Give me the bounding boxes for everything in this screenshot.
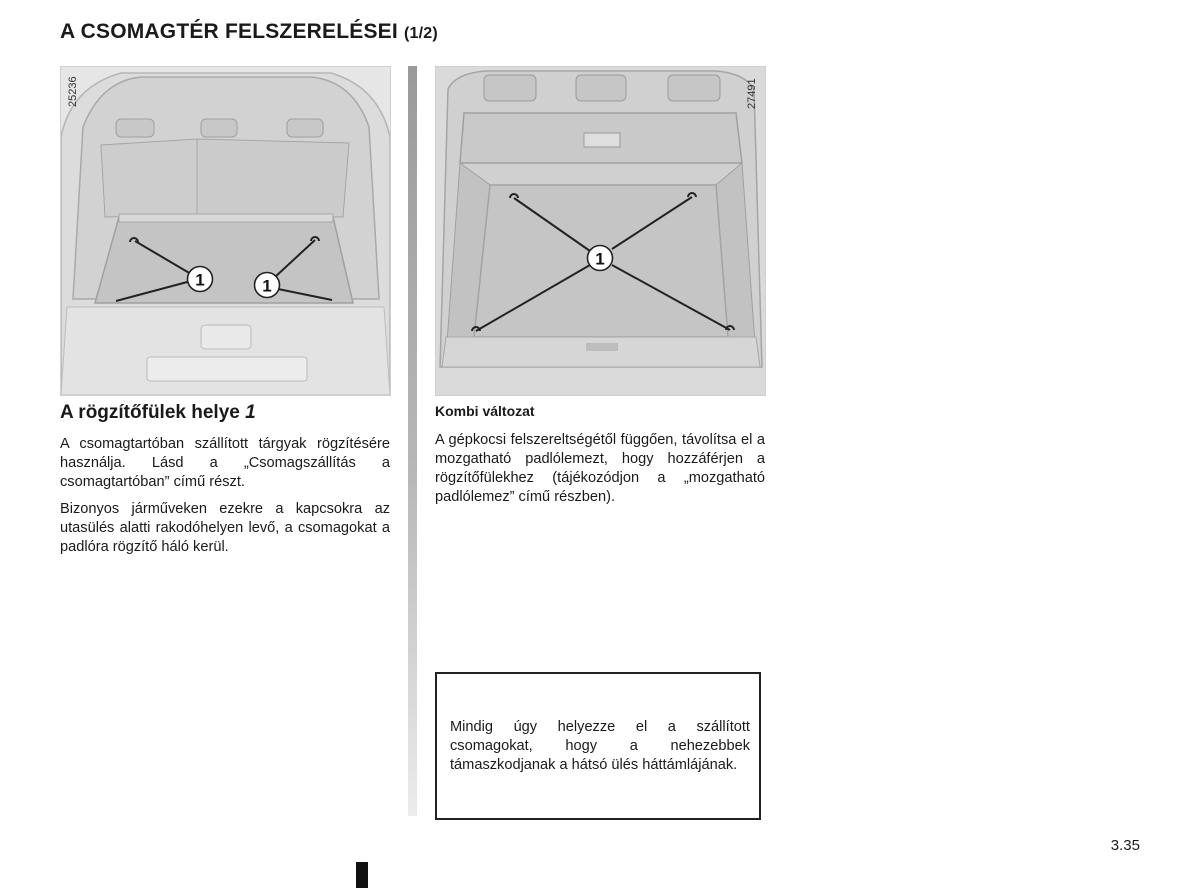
variant-label: Kombi változat [435, 403, 535, 419]
page-title-text: A CSOMAGTÉR FELSZERELÉSEI [60, 20, 398, 43]
hatchback-boot-illustration [61, 67, 390, 395]
section-heading [60, 402, 256, 424]
estate-boot-illustration [436, 67, 765, 395]
section-heading-ref: 1 [245, 402, 256, 423]
figure-code-left: 25236 [67, 76, 79, 107]
page-part-indicator: (1/2) [403, 25, 438, 42]
figure-code-right: 27491 [746, 78, 758, 109]
page-edge-marker [356, 862, 368, 888]
figure-hatchback-boot [60, 66, 391, 396]
figure-estate-boot [435, 66, 766, 396]
callout-label-left-a: 1 [195, 270, 205, 290]
callout-label-right: 1 [595, 249, 605, 269]
column-divider [408, 66, 417, 816]
note-box [435, 672, 761, 820]
left-paragraph-2: Bizonyos járműveken ezekre a kapcsokra az utasülés alatti rakodóhelyen levő, a csomagokat a padlóra rögzítő háló kerül. [60, 501, 390, 555]
callout-label-left-b: 1 [262, 276, 272, 296]
right-paragraph: A gépkocsi felszereltségétől függően, távolítsa el a mozgatható padlólemezt, hogy hozzáférjen a rögzítőfülekhez (tájékozódjon a „mozgatható padlólemez” című részben). [435, 432, 765, 505]
note-text: Mindig úgy helyezze el a szállított csomagokat, hogy a nehezebbek támaszkodjanak a hátsó ülés háttámlájának. [450, 719, 750, 773]
left-paragraph-1: A csomagtartóban szállított tárgyak rögzítésére használja. Lásd a „Csomagszállítás a csomagtartóban” című részt. [60, 436, 390, 490]
page-number: 3.35 [1110, 837, 1140, 854]
page-title [60, 20, 438, 44]
section-heading-text: A rögzítőfülek helye [60, 402, 240, 423]
